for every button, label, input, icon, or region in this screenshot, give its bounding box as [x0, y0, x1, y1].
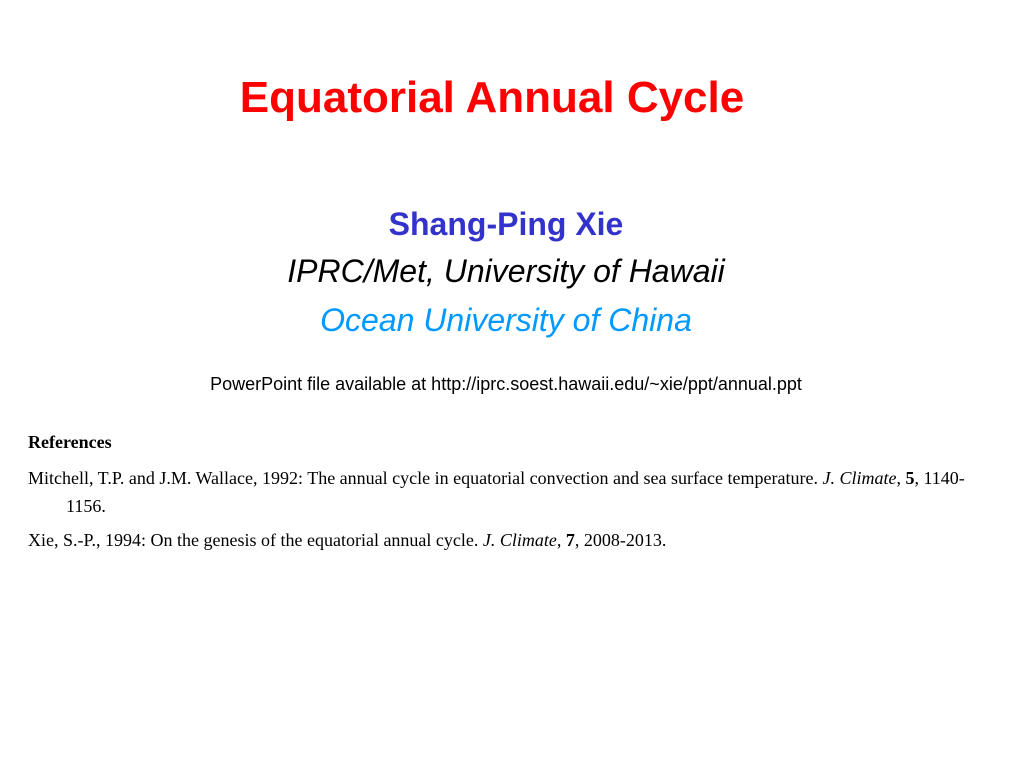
reference-journal: J. Climate: [822, 468, 897, 488]
author-name: Shang-Ping Xie: [388, 206, 624, 242]
reference-separator: ,: [896, 468, 906, 488]
reference-volume: 5: [905, 468, 915, 488]
slide-title: Equatorial Annual Cycle: [239, 73, 745, 122]
references-heading: References: [28, 432, 112, 452]
reference-text: Xie, S.-P., 1994: On the genesis of the equatorial annual cycle.: [28, 530, 483, 550]
powerpoint-availability-note: PowerPoint file available at http://iprc.soest.hawaii.edu/~xie/ppt/annual.ppt: [210, 374, 802, 394]
affiliation-secondary: Ocean University of China: [320, 302, 692, 338]
affiliation-primary: IPRC/Met, University of Hawaii: [287, 253, 725, 289]
reference-text: Mitchell, T.P. and J.M. Wallace, 1992: The annual cycle in equatorial convection and sea surface temperature.: [28, 468, 823, 488]
references-section: [28, 430, 988, 560]
reference-journal: J. Climate: [482, 530, 557, 550]
reference-pages: , 1140-1156.: [66, 468, 965, 516]
reference-volume: 7: [565, 530, 575, 550]
reference-item: [28, 464, 988, 520]
reference-item: [28, 526, 988, 554]
reference-separator: ,: [556, 530, 566, 550]
reference-pages: , 2008-2013.: [574, 530, 667, 550]
